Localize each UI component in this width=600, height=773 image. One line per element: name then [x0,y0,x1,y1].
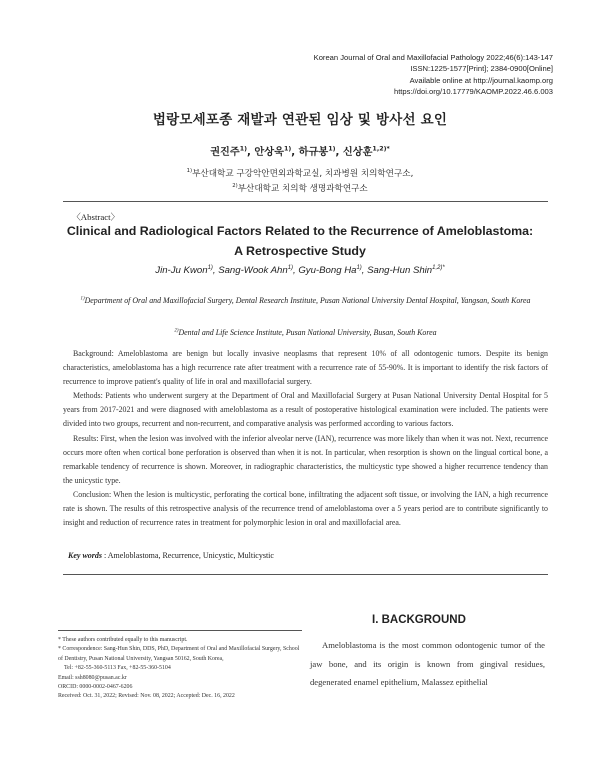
journal-header [314,52,553,98]
footnote: * Correspondence: Sang-Hun Shin, DDS, PhD, Department of Oral and Maxillofacial Surgery, School of Dentistry, Pusan National University, Yangsan 50162, South Korea, [58,646,300,662]
journal-doi[interactable]: https://doi.org/10.17779/KAOMP.2022.46.6.003 [393,87,553,97]
english-author: Sang-Wook Ahn$^{1)}$, [218,264,299,276]
abstract-conclusion: Conclusion: When the lesion is multicystic, perforating the cortical bone, infiltrating the adjacent soft tissue, or involving the IAN, a high recurrence rate is shown. The results of this retrospective analysis of the recurrence trend of ameloblastoma over a 5 years period are to contribute significantly to insight and reduction of recurrence rates in treatment for polymorphic lesion in oral and maxillofacial area. [63,489,548,528]
english-affiliation-1: $^{1)}$Department of Oral and Maxillofacial Surgery, Dental Research Institute, Pusan National University Dental Hospital, Yangsan, South Korea [80,296,531,305]
english-title: Clinical and Radiological Factors Related to the Recurrence of Ameloblastoma: A Retrospective Study [66,224,534,258]
journal-issn: ISSN:1225-1577[Print]; 2384-0900[Online] [410,64,553,74]
korean-author: 하규봉$^{1)}$, [298,145,343,158]
footnote-divider [58,630,302,631]
footnotes [58,636,302,702]
english-author: Gyu-Bong Ha$^{1)}$, [298,264,368,276]
footnote: Tel: +82-55-360-5113 Fax, +82-55-360-5104 [64,665,171,672]
korean-title: 법랑모세포종 재발과 연관된 임상 및 방사선 요인 [152,112,448,128]
journal-url[interactable]: Available online at http://journal.kaomp.org [409,75,553,85]
english-author: Sang-Hun Shin$^{1,2)*}$ [367,264,445,276]
english-authors [0,265,600,276]
korean-authors [0,143,600,158]
divider [63,201,548,202]
footnote: * These authors contributed equally to this manuscript. [58,637,188,643]
footnote: Email: ssh8080@pusan.ac.kr [58,674,127,681]
korean-affiliation-2: $^{2)}$부산대학교 치의학 생명과학연구소 [232,183,368,194]
footnote: ORCID: 0000-0002-0467-6206 [58,684,133,691]
footnote: Received: Oct. 31, 2022; Revised: Nov. 08, 2022; Accepted: Dec. 16, 2022 [58,693,235,700]
korean-author: 권진주$^{1)}$, [210,145,255,158]
keywords: Key words : Ameloblastoma, Recurrence, Unicystic, Multicystic [68,551,274,560]
section-text: Ameloblastoma is the most common odontogenic tumor of the jaw bone, and its origin is known from gingival residues, degenerated enamel epithelium, Malassez epithelial [310,640,545,687]
korean-affiliation-1: $^{1)}$부산대학교 구강악안면외과학교실, 치과병원 치의학연구소, [186,168,414,179]
keywords-value: Ameloblastoma, Recurrence, Unicystic, Multicystic [107,551,274,560]
journal-citation: Korean Journal of Oral and Maxillofacial Pathology 2022;46(6):143-147 [313,53,553,62]
korean-author: 안상욱$^{1)}$, [254,145,299,158]
abstract-methods: Methods: Patients who underwent surgery at the Department of Oral and Maxillofacial Surgery at Pusan National University Dental Hospital for 5 years from 2017-2021 and were diagnosed with ameloblastoma as a result of postoperative histological examination were included. The patients were divided into two groups, recurrent and non-recurrent, and comparative analysis was performed according to various factors. [63,391,548,429]
abstract-results: Results: First, when the lesion was involved with the inferior alveolar nerve (IAN), recurrence was more likely than when it was not. Next, recurrence occurs more often when cortical bone perforation is observed than when it is not. In particular, when resorption is shown on the lingual cortical bone, a remarkable tendency of recurrence is shown. Moreover, in radiographic characteristics, the multicystic type showed a higher recurrence tendency than the unicystic type. [63,433,548,485]
abstract-background: Background: Ameloblastoma are benign but locally invasive neoplasms that represent 10% of all odontogenic tumors. Despite its benign characteristics, ameloblastoma has a high recurrence rate after treatment with a recurrence rate of 55-90%. It is important to identify the risk factors of recurrence to improve patient's quality of life in oral and maxillofacial surgery. [63,349,548,387]
english-affiliation-2: $^{2)}$Dental and Life Science Institute, Pusan National University, Busan, South Korea [174,328,437,337]
korean-author: 신상훈$^{1,2)*}$ [342,145,390,158]
section-heading: I. BACKGROUND [372,614,466,626]
keywords-label: Key words [68,551,102,560]
abstract-label: 〈Abstract〉 [72,212,120,222]
abstract-body [63,347,548,530]
divider [63,574,548,575]
english-author: Jin-Ju Kwon$^{1)}$, [155,264,219,276]
